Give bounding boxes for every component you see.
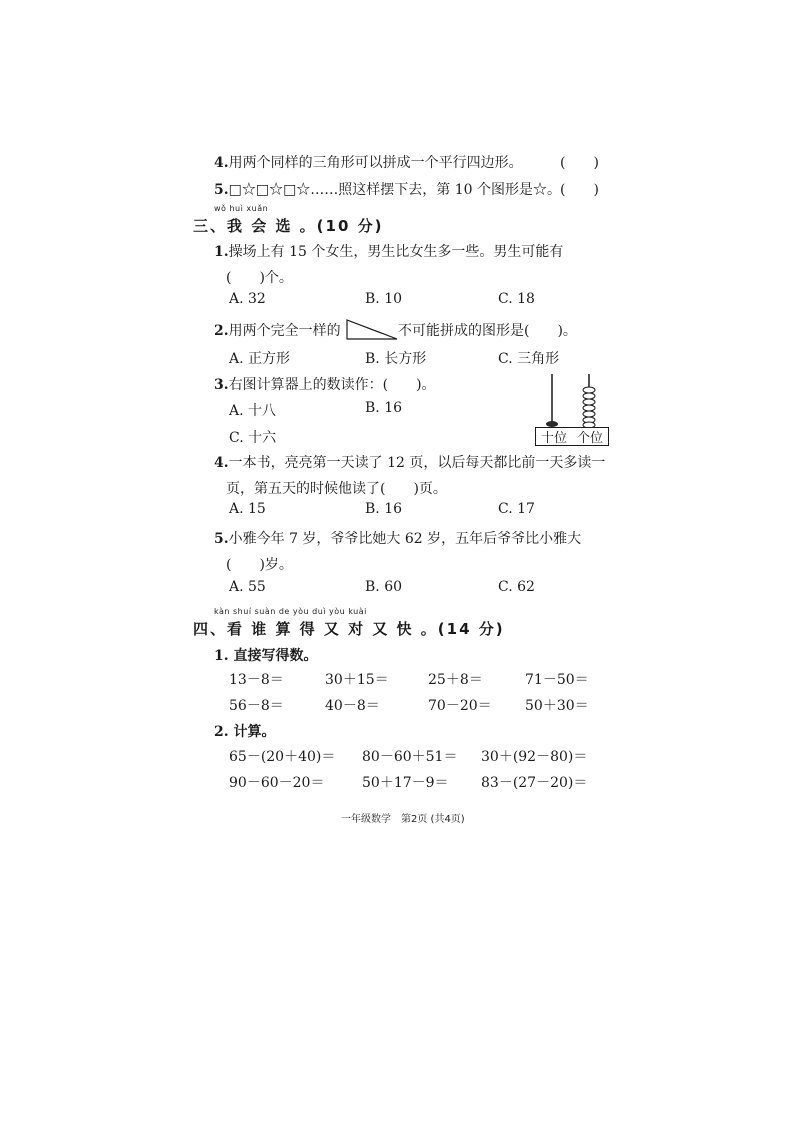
s3-question-4 [214,452,605,472]
question-text: 一本书，亮亮第一天读了 12 页，以后每天都比前一天多读一 [228,455,606,471]
option-c[interactable]: C. 17 [498,501,535,517]
abacus-ones-label: 个位 [576,431,603,446]
option-b[interactable]: B. 16 [365,400,403,416]
abacus-tens-label: 十位 [540,431,567,446]
tf-item-5 [214,179,561,199]
option-a[interactable]: A. 十八 [229,403,277,419]
option-a[interactable]: A. 15 [229,501,266,517]
equation[interactable]: 50＋30＝ [525,698,589,714]
equation[interactable]: 25＋8＝ [428,672,483,688]
s3-question-1 [214,241,563,261]
option-a[interactable]: A. 55 [229,579,266,595]
question-number: 1. [214,244,229,260]
equation[interactable]: 50＋17－9＝ [362,775,449,791]
section4-pinyin: kàn shuí suàn de yòu duì yòu kuài [214,607,367,616]
option-c[interactable]: C. 十六 [229,430,277,446]
section3-pinyin: wǒ huì xuǎn [214,204,269,213]
equation[interactable]: 65－(20＋40)＝ [229,749,336,765]
equation[interactable]: 56－8＝ [229,698,284,714]
equation[interactable]: 30＋15＝ [325,672,389,688]
question-number: 4. [214,455,229,471]
section4-title: 四、看 谁 算 得 又 对 又 快 。(14 分) [193,620,505,638]
option-c[interactable]: C. 62 [498,579,535,595]
option-b[interactable]: B. 10 [365,291,403,307]
page-footer: 一年级数学 第2页 (共4页) [341,814,465,825]
option-c[interactable]: C. 三角形 [498,351,560,367]
abacus-figure [535,372,615,428]
option-c[interactable]: C. 18 [498,291,535,307]
s4-part1-title: 1. 直接写得数。 [214,648,318,664]
equation[interactable]: 80－60＋51＝ [362,749,458,765]
equation[interactable]: 13－8＝ [229,672,284,688]
abacus-base [535,427,609,446]
option-b[interactable]: B. 长方形 [365,351,427,367]
equation[interactable]: 90－60－20＝ [229,775,325,791]
s3-question-3 [214,374,436,394]
equation[interactable]: 30＋(92－80)＝ [481,749,588,765]
tf-item-text: 用两个同样的三角形可以拼成一个平行四边形。 [228,155,523,171]
question-number: 5. [214,531,229,547]
tf-answer-paren[interactable]: ( ) [560,155,599,171]
equation[interactable]: 70－20＝ [428,698,492,714]
equation[interactable]: 40－8＝ [325,698,380,714]
question-line2: 页，第五天的时候他读了( )页。 [226,481,447,497]
question-text: 不可能拼成的图形是( )。 [398,323,577,339]
option-a[interactable]: A. 32 [229,291,266,307]
section3-title: 三、我 会 选 。(10 分) [193,217,384,235]
tf-answer-paren[interactable]: ( ) [560,182,599,198]
option-b[interactable]: B. 16 [365,501,403,517]
question-text: 操场上有 15 个女生，男生比女生多一些。男生可能有 [228,244,564,260]
equation[interactable]: 71－50＝ [525,672,589,688]
question-text: 右图计算器上的数读作：( )。 [228,377,436,393]
tf-item-text: □☆□☆□☆……照这样摆下去，第 10 个图形是☆。 [228,182,562,198]
question-number: 3. [214,377,229,393]
s3-question-5 [214,528,581,548]
tf-item-number: 5. [214,182,229,198]
right-triangle-figure [346,318,398,340]
tf-item-number: 4. [214,155,229,171]
tf-item-4 [214,152,523,172]
question-text: 用两个完全一样的 [228,323,341,339]
equation[interactable]: 83－(27－20)＝ [481,775,588,791]
s4-part2-title: 2. 计算。 [214,724,276,740]
s3-question-2-part1 [214,320,341,340]
question-text: 小雅今年 7 岁，爷爷比她大 62 岁，五年后爷爷比小雅大 [228,531,582,547]
question-number: 2. [214,323,229,339]
question-line2: ( )岁。 [226,557,293,573]
option-a[interactable]: A. 正方形 [229,351,291,367]
question-line2: ( )个。 [226,270,293,286]
option-b[interactable]: B. 60 [365,579,403,595]
